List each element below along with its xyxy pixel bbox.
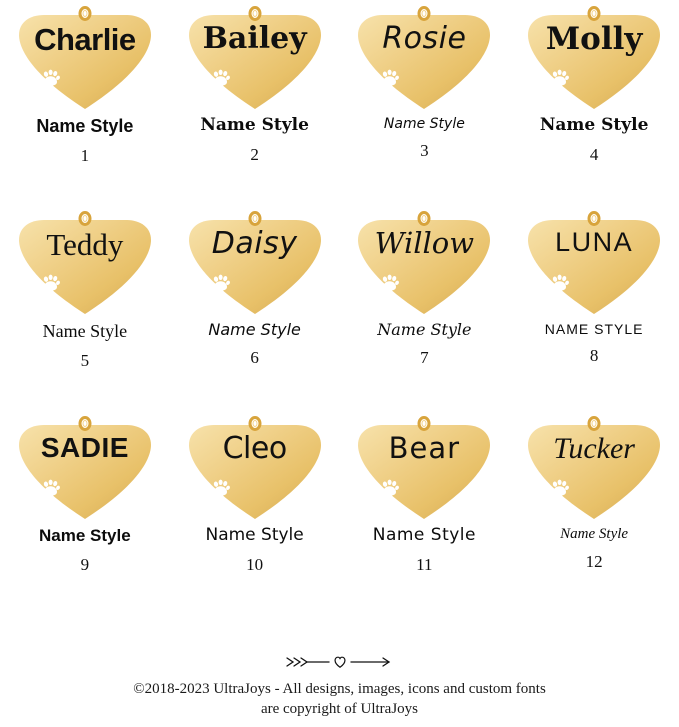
style-label: Name Style xyxy=(208,320,301,339)
tag-cell[interactable] xyxy=(0,416,170,621)
tag-ring-icon xyxy=(78,416,91,431)
style-label: Name Style xyxy=(205,525,304,545)
tag-ring-icon xyxy=(418,211,431,226)
style-number: 2 xyxy=(250,144,259,164)
tag-ring-icon xyxy=(78,211,91,226)
style-label: Name Style xyxy=(383,116,465,132)
heart-tag[interactable] xyxy=(358,6,490,110)
tag-name-text: LUNA xyxy=(555,227,634,257)
style-number: 4 xyxy=(589,144,599,164)
heart-tag[interactable] xyxy=(189,6,321,110)
tag-cell[interactable] xyxy=(170,6,340,211)
tag-caption xyxy=(39,526,131,574)
tag-caption xyxy=(540,116,649,164)
tag-ring-icon xyxy=(588,6,601,21)
style-number: 9 xyxy=(80,554,90,574)
tag-caption xyxy=(560,526,628,572)
style-number: 6 xyxy=(250,348,259,368)
heart-tag[interactable] xyxy=(528,416,660,520)
heart-tag[interactable] xyxy=(19,416,151,520)
style-number: 3 xyxy=(420,141,429,161)
paw-print-icon xyxy=(550,273,570,293)
heart-tag[interactable] xyxy=(358,416,490,520)
tag-ring-icon xyxy=(248,416,261,431)
tag-name-text: Bailey xyxy=(202,21,307,56)
style-number: 8 xyxy=(589,346,599,366)
tag-caption xyxy=(545,321,644,366)
tag-cell[interactable] xyxy=(509,416,679,621)
heart-tag[interactable] xyxy=(358,211,490,315)
tag-ring-icon xyxy=(418,6,431,21)
tag-ring-icon xyxy=(248,211,261,226)
tag-caption xyxy=(373,526,476,574)
footer xyxy=(0,655,679,720)
tag-name-text: Willow xyxy=(374,226,475,260)
heart-tag[interactable] xyxy=(19,6,151,110)
paw-print-icon xyxy=(380,273,400,293)
tag-caption xyxy=(384,116,465,161)
tag-cell[interactable] xyxy=(170,416,340,621)
style-label: Name Style xyxy=(36,116,134,136)
style-number: 12 xyxy=(585,552,603,572)
style-number: 10 xyxy=(246,554,264,574)
tag-name-text: Cleo xyxy=(222,431,287,466)
tag-name-text: SADIE xyxy=(40,432,129,463)
heart-tag[interactable] xyxy=(528,211,660,315)
style-label: Name Style xyxy=(372,525,476,545)
paw-print-icon xyxy=(380,478,400,498)
tag-caption xyxy=(377,321,471,368)
tag-caption xyxy=(200,116,309,164)
tag-ring-icon xyxy=(78,6,91,21)
paw-print-icon xyxy=(41,273,61,293)
style-label: NAME STYLE xyxy=(544,321,644,337)
tag-cell[interactable] xyxy=(509,6,679,211)
paw-print-icon xyxy=(41,478,61,498)
tag-ring-icon xyxy=(418,416,431,431)
paw-print-icon xyxy=(211,273,231,293)
tag-name-text: Tucker xyxy=(553,432,635,465)
heart-tag[interactable] xyxy=(189,211,321,315)
tag-cell[interactable] xyxy=(340,6,510,211)
style-number: 11 xyxy=(416,554,433,574)
tag-caption xyxy=(205,526,303,574)
style-label: Name Style xyxy=(39,526,131,545)
paw-print-icon xyxy=(211,68,231,88)
tag-name-text: Rosie xyxy=(382,21,467,56)
tag-cell[interactable] xyxy=(170,211,340,416)
tag-caption xyxy=(43,321,127,370)
paw-print-icon xyxy=(550,478,570,498)
heart-tag[interactable] xyxy=(189,416,321,520)
paw-print-icon xyxy=(211,478,231,498)
tag-cell[interactable] xyxy=(0,6,170,211)
tag-ring-icon xyxy=(588,416,601,431)
style-number: 7 xyxy=(420,348,429,368)
tag-caption xyxy=(208,321,300,368)
tag-name-text: Charlie xyxy=(34,22,136,57)
copyright-line-2: are copyright of UltraJoys xyxy=(260,700,419,717)
tag-name-text: Teddy xyxy=(46,227,124,262)
tag-name-text: Bear xyxy=(388,431,461,465)
style-label: Name Style xyxy=(560,526,629,542)
paw-print-icon xyxy=(41,68,61,88)
style-label: Name Style xyxy=(539,115,649,135)
arrow-heart-divider-icon xyxy=(0,655,679,669)
heart-tag[interactable] xyxy=(528,6,660,110)
paw-print-icon xyxy=(380,68,400,88)
tag-cell[interactable] xyxy=(509,211,679,416)
copyright-line-1: ©2018-2023 UltraJoys - All designs, images, icons and custom fonts xyxy=(133,680,546,697)
heart-tag[interactable] xyxy=(19,211,151,315)
tag-name-text: Daisy xyxy=(211,226,298,261)
tag-cell[interactable] xyxy=(340,416,510,621)
tag-cell[interactable] xyxy=(0,211,170,416)
style-number: 5 xyxy=(80,350,90,370)
tag-ring-icon xyxy=(248,6,261,21)
tag-ring-icon xyxy=(588,211,601,226)
tag-name-text: Molly xyxy=(545,21,643,57)
tag-cell[interactable] xyxy=(340,211,510,416)
tag-caption xyxy=(36,116,133,165)
style-label: Name Style xyxy=(200,115,309,135)
style-label: Name Style xyxy=(377,320,472,339)
style-label: Name Style xyxy=(42,321,128,341)
paw-print-icon xyxy=(550,68,570,88)
style-number: 1 xyxy=(80,145,90,165)
